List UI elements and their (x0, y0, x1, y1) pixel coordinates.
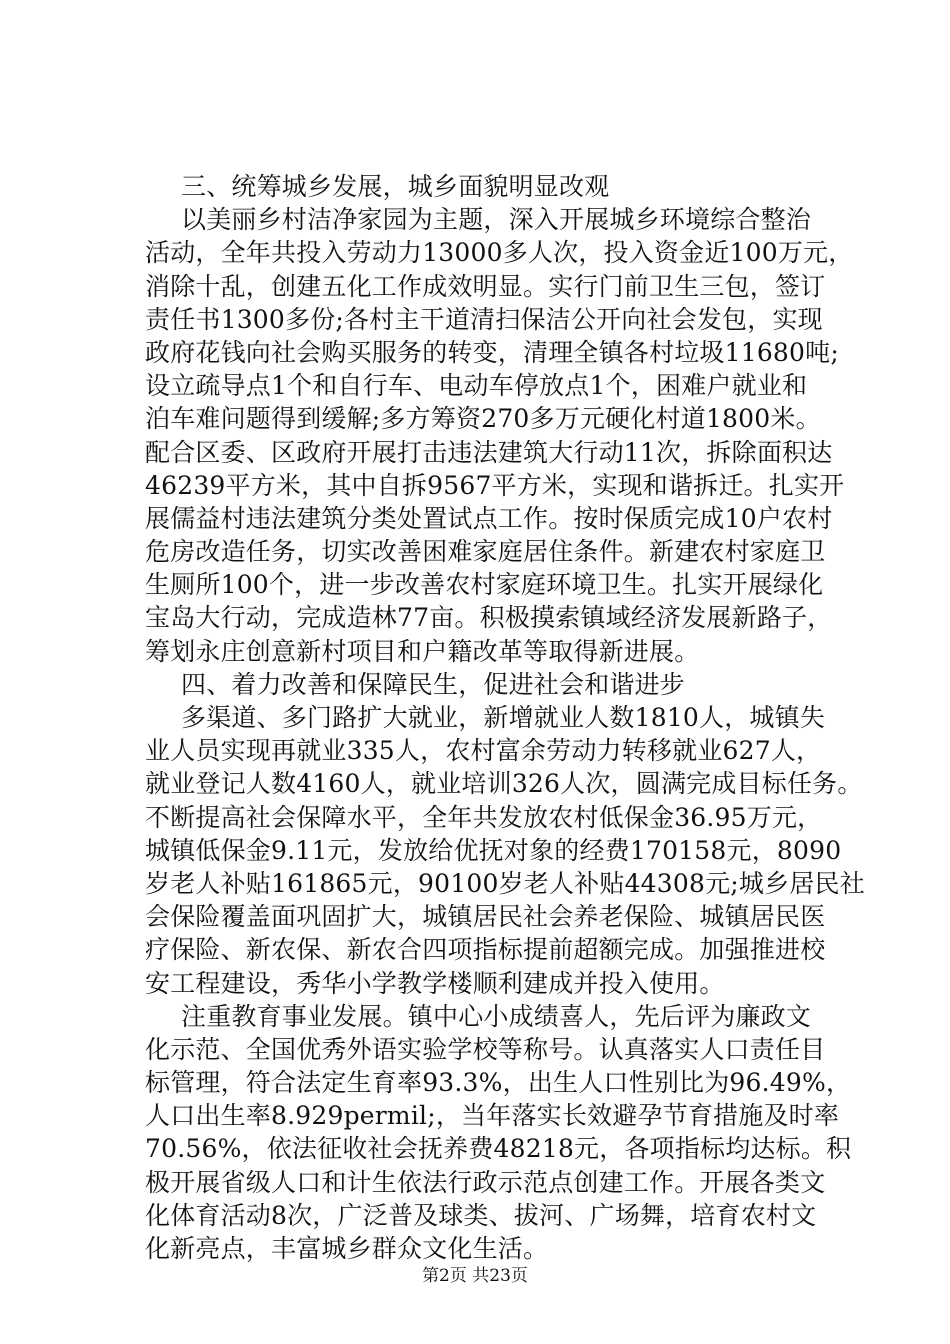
paragraph-line: 注重教育事业发展。镇中心小成绩喜人，先后评为廉政文 (181, 1001, 812, 1031)
paragraph-line: 业人员实现再就业335人，农村富余劳动力转移就业627人， (145, 736, 822, 766)
paragraph-line: 责任书1300多份;各村主干道清扫保洁公开向社会发包，实现 (145, 304, 823, 334)
section-heading: 三、统筹城乡发展，城乡面貌明显改观 (181, 172, 610, 201)
paragraph-line: 化新亮点，丰富城乡群众文化生活。 (145, 1234, 549, 1263)
paragraph-line: 疗保险、新农保、新农合四项指标提前超额完成。加强推进校 (145, 935, 826, 965)
paragraph-line: 多渠道、多门路扩大就业，新增就业人数1810人，城镇失 (181, 703, 826, 732)
paragraph-line: 宝岛大行动，完成造林77亩。积极摸索镇域经济发展新路子， (145, 603, 833, 633)
paragraph-line: 以美丽乡村洁净家园为主题，深入开展城乡环境综合整治 (181, 205, 812, 235)
paragraph-line: 活动，全年共投入劳动力13000多人次，投入资金近100万元， (145, 238, 854, 268)
paragraph-line: 岁老人补贴161865元，90100岁老人补贴44308元;城乡居民社 (145, 868, 865, 898)
paragraph-line: 安工程建设，秀华小学教学楼顺利建成并投入使用。 (145, 968, 725, 998)
paragraph-line: 就业登记人数4160人，就业培训326人次，圆满完成目标任务。 (145, 769, 863, 799)
paragraph-line: 46239平方米，其中自拆9567平方米，实现和谐拆迁。扎实开 (145, 470, 845, 500)
page-footer: 第2页 共23页 (422, 1266, 528, 1286)
paragraph-line: 人口出生率8.929permil;，当年落实长效避孕节育措施及时率 (145, 1101, 840, 1131)
paragraph-line: 生厕所100个，进一步改善农村家庭环境卫生。扎实开展绿化 (145, 570, 824, 600)
paragraph-line: 泊车难问题得到缓解;多方筹资270多万元硬化村道1800米。 (145, 404, 821, 434)
paragraph-line: 极开展省级人口和计生依法行政示范点创建工作。开展各类文 (145, 1167, 826, 1197)
paragraph-line: 危房改造任务，切实改善困难家庭居住条件。新建农村家庭卫 (145, 537, 826, 567)
paragraph-line: 政府花钱向社会购买服务的转变，清理全镇各村垃圾11680吨; (145, 337, 839, 367)
paragraph-line: 化示范、全国优秀外语实验学校等称号。认真落实人口责任目 (145, 1034, 826, 1064)
section-heading: 四、着力改善和保障民生，促进社会和谐进步 (181, 669, 686, 699)
paragraph-line: 标管理，符合法定生育率93.3%，出生人口性别比为96.49%， (145, 1068, 852, 1098)
paragraph-line: 筹划永庄创意新村项目和户籍改革等取得新进展。 (145, 636, 700, 666)
paragraph-line: 不断提高社会保障水平，全年共发放农村低保金36.95万元， (145, 802, 823, 832)
paragraph-line: 设立疏导点1个和自行车、电动车停放点1个，困难户就业和 (145, 371, 808, 401)
paragraph-line: 城镇低保金9.11元，发放给优抚对象的经费170158元，8090 (145, 835, 842, 865)
paragraph-line: 70.56%，依法征收社会抚养费48218元，各项指标均达标。积 (145, 1134, 852, 1164)
paragraph-line: 展儒益村违法建筑分类处置试点工作。按时保质完成10户农村 (145, 503, 833, 533)
paragraph-line: 配合区委、区政府开展打击违法建筑大行动11次，拆除面积达 (145, 437, 833, 467)
paragraph-line: 会保险覆盖面巩固扩大，城镇居民社会养老保险、城镇居民医 (145, 902, 826, 932)
paragraph-line: 化体育活动8次，广泛普及球类、拔河、广场舞，培育农村文 (145, 1200, 817, 1230)
paragraph-line: 消除十乱，创建五化工作成效明显。实行门前卫生三包，签订 (145, 271, 826, 301)
document-body (145, 170, 865, 1265)
